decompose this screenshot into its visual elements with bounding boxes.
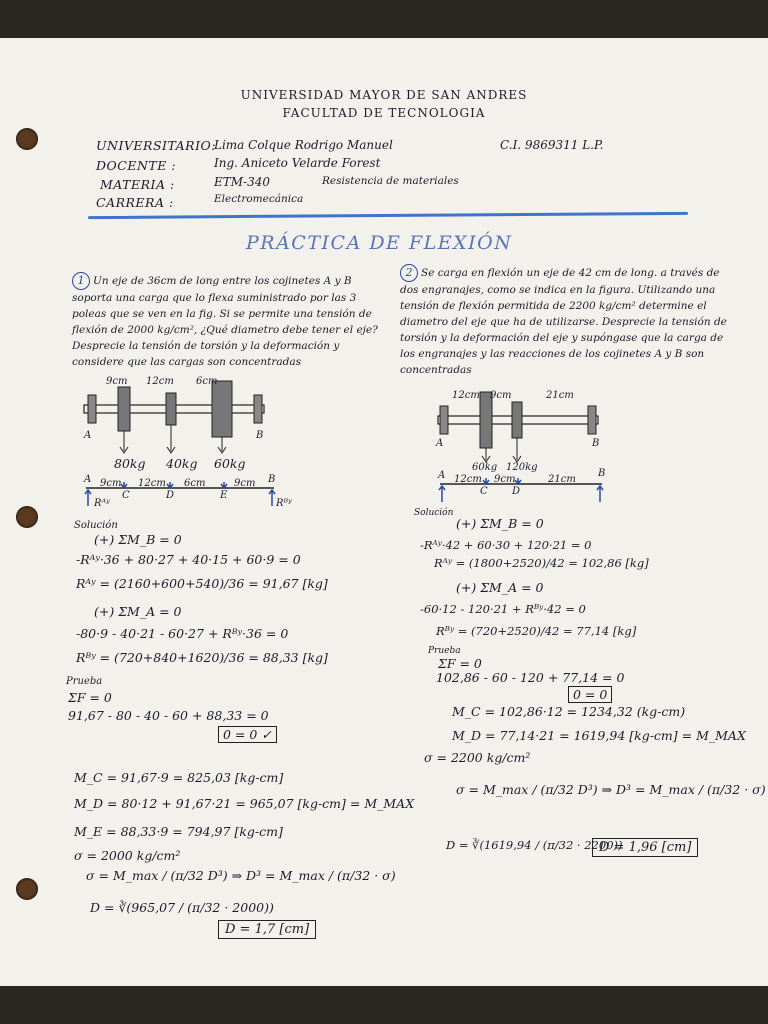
p1-line-14: σ = M_max / (π/32 D³) ⇒ D³ = M_max / (π/32 · σ) xyxy=(86,868,396,883)
materia-name: Resistencia de materiales xyxy=(322,175,459,187)
problem-1-statement xyxy=(72,272,390,370)
p1-line-11: M_D = 80·12 + 91,67·21 = 965,07 [kg-cm] = M_MAX xyxy=(74,796,415,811)
p1-line-6: Prueba xyxy=(66,676,103,687)
notebook-page xyxy=(0,38,768,986)
universitario-label: UNIVERSITARIO: xyxy=(96,138,216,153)
p1-line-3: (+) ΣM_A = 0 xyxy=(94,604,182,619)
binder-hole-middle xyxy=(16,506,38,528)
dim-9cm-ac: 9cm xyxy=(100,478,122,489)
p1-line-4: -80·9 - 40·21 - 60·27 + Rᴮʸ·36 = 0 xyxy=(76,626,289,641)
p1-line-1: -Rᴬʸ·36 + 80·27 + 40·15 + 60·9 = 0 xyxy=(76,552,301,567)
materia-value: ETM-340 xyxy=(214,175,271,189)
materia-label: MATERIA : xyxy=(100,177,175,192)
p2-line-10: M_C = 102,86·12 = 1234,32 (kg-cm) xyxy=(452,704,686,719)
carrera-value: Electromecánica xyxy=(214,193,304,205)
problem-2-solution-label: Solución xyxy=(414,508,454,518)
p2-line-3: (+) ΣM_A = 0 xyxy=(456,580,544,595)
bearing-a-label: A xyxy=(84,430,92,441)
p1-line-5: Rᴮʸ = (720+840+1620)/36 = 88,33 [kg] xyxy=(76,650,328,665)
p1-line-15: D = ∛(965,07 / (π/32 · 2000)) xyxy=(90,900,274,915)
faculty-name: FACULTAD DE TECNOLOGIA xyxy=(282,106,486,120)
problem-2-text: Se carga en flexión un eje de 42 cm de long. a través de dos engranajes, como se indica en la figura. Utilizando una tensión de flexión permitida de 2200 kg/cm² determine el diametro del eje que ha de utilizarse. Desprecie la tensión de torsión y la deformación del eje y supóngase que la carga de los engranajes y las reacciones de los cojinetes A y B son concentradas xyxy=(400,267,727,376)
p2-dim-21cm-db: 21cm xyxy=(548,474,576,485)
docente-value: Ing. Aniceto Velarde Forest xyxy=(214,156,381,170)
p2-line-7: ΣF = 0 xyxy=(438,656,482,671)
p2-point-a: A xyxy=(438,470,446,481)
header-divider xyxy=(88,212,688,219)
p2-line-8: 102,86 - 60 - 120 + 77,14 = 0 xyxy=(436,670,625,685)
point-a: A xyxy=(84,474,92,485)
dim-12cm-top: 12cm xyxy=(146,376,174,387)
p2-dim-9cm-cd: 9cm xyxy=(494,474,516,485)
point-d: D xyxy=(166,490,175,501)
p1-line-2: Rᴬʸ = (2160+600+540)/36 = 91,67 [kg] xyxy=(76,576,328,591)
page-title: PRÁCTICA DE FLEXIÓN xyxy=(246,232,513,254)
problem-1-text: Un eje de 36cm de long entre los cojinetes A y B soporta una carga que lo flexa suministrado por las 3 poleas que se ven en la fig. Si se permite una tensión de flexión de 2000 kg/cm², ¿Qué diametro debe tener el eje? Desprecie la tensión de torsión y la deformación y considere que las cargas son concentradas xyxy=(72,275,378,368)
point-c: C xyxy=(122,490,130,501)
university-name: UNIVERSIDAD MAYOR DE SAN ANDRES xyxy=(240,88,528,102)
p2-line-13: σ = M_max / (π/32 D³) ⇒ D³ = M_max / (π/32 · σ) xyxy=(456,782,766,797)
p2-bearing-b: B xyxy=(592,438,600,449)
p1-line-0: (+) ΣM_B = 0 xyxy=(94,532,182,547)
p2-load-120kg: 120kg xyxy=(506,462,538,473)
p2-load-60kg: 60kg xyxy=(472,462,498,473)
p1-line-9: 0 = 0 ✓ xyxy=(218,726,277,743)
p2-line-11: M_D = 77,14·21 = 1619,94 [kg-cm] = M_MAX xyxy=(452,728,746,743)
p2-dim-12cm-top: 12cm xyxy=(452,390,480,401)
problem-1-number: 1 xyxy=(72,272,90,290)
dim-9cm-eb: 9cm xyxy=(234,478,256,489)
p1-line-7: ΣF = 0 xyxy=(68,690,112,705)
binder-hole-top xyxy=(16,128,38,150)
p2-line-9: 0 = 0 xyxy=(568,686,612,703)
universitario-value: Lima Colque Rodrigo Manuel xyxy=(214,138,393,152)
dim-9cm-top: 9cm xyxy=(106,376,128,387)
dim-12cm-cd: 12cm xyxy=(138,478,166,489)
reaction-ra: Rᴬʸ xyxy=(94,498,110,509)
p1-line-16: D = 1,7 [cm] xyxy=(218,920,316,939)
bearing-b-label: B xyxy=(256,430,264,441)
p2-bearing-a: A xyxy=(436,438,444,449)
problem-2-number: 2 xyxy=(400,264,418,282)
p1-line-12: M_E = 88,33·9 = 794,97 [kg-cm] xyxy=(74,824,283,839)
p2-line-12: σ = 2200 kg/cm² xyxy=(424,750,531,765)
p2-dim-9cm-top: 9cm xyxy=(490,390,512,401)
p2-line-2: Rᴬʸ = (1800+2520)/42 = 102,86 [kg] xyxy=(434,556,649,570)
p2-line-4: -60·12 - 120·21 + Rᴮʸ·42 = 0 xyxy=(420,602,586,616)
p2-dim-12cm-ac: 12cm xyxy=(454,474,482,485)
p2-point-b: B xyxy=(598,468,606,479)
docente-label: DOCENTE : xyxy=(96,158,177,173)
reaction-rb: Rᴮʸ xyxy=(276,498,292,509)
p1-line-10: M_C = 91,67·9 = 825,03 [kg-cm] xyxy=(74,770,284,785)
p2-line-5: Rᴮʸ = (720+2520)/42 = 77,14 [kg] xyxy=(436,624,637,638)
p2-line-14: D = ∛(1619,94 / (π/32 · 2200)) xyxy=(446,838,623,852)
dim-6cm-top: 6cm xyxy=(196,376,218,387)
binder-hole-bottom xyxy=(16,878,38,900)
p2-line-15: D = 1,96 [cm] xyxy=(592,838,698,857)
load-60kg: 60kg xyxy=(214,456,246,471)
load-40kg: 40kg xyxy=(166,456,198,471)
p2-point-d: D xyxy=(512,486,521,497)
point-b: B xyxy=(268,474,276,485)
carrera-label: CARRERA : xyxy=(96,195,174,210)
p2-dim-21cm-top: 21cm xyxy=(546,390,574,401)
p2-line-6: Prueba xyxy=(428,646,461,656)
p1-line-8: 91,67 - 80 - 40 - 60 + 88,33 = 0 xyxy=(68,708,269,723)
p1-line-13: σ = 2000 kg/cm² xyxy=(74,848,181,863)
dim-6cm-de: 6cm xyxy=(184,478,206,489)
p2-line-1: -Rᴬʸ·42 + 60·30 + 120·21 = 0 xyxy=(420,538,592,552)
p2-line-0: (+) ΣM_B = 0 xyxy=(456,516,544,531)
p2-point-c: C xyxy=(480,486,488,497)
problem-1-solution-label: Solución xyxy=(74,520,118,531)
point-e: E xyxy=(220,490,228,501)
load-80kg: 80kg xyxy=(114,456,146,471)
ci-value: C.I. 9869311 L.P. xyxy=(500,138,604,152)
problem-2-statement xyxy=(400,264,730,378)
